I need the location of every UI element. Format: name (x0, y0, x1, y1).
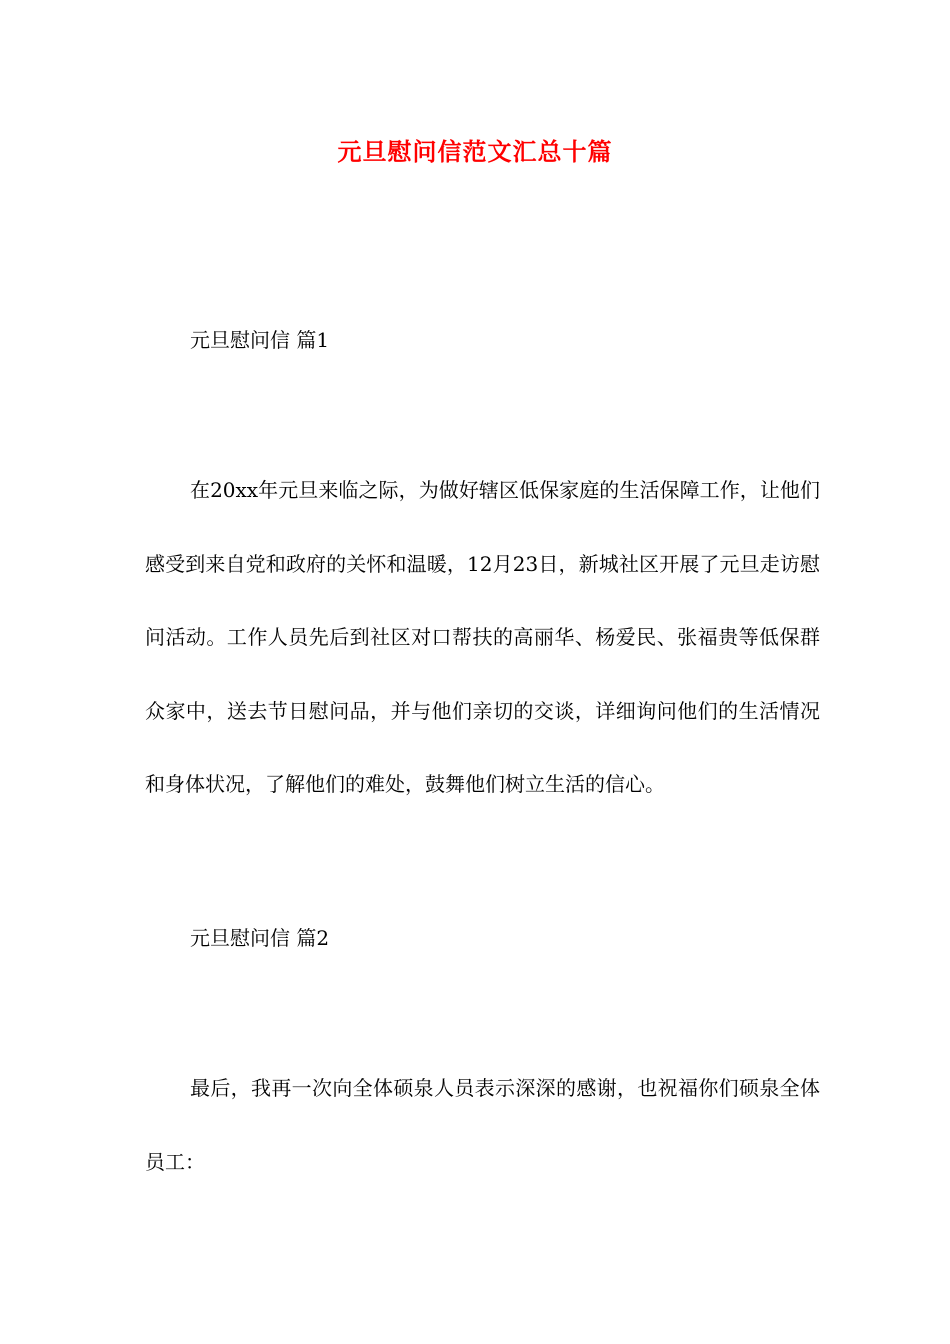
document-title: 元旦慰问信范文汇总十篇 (337, 137, 613, 166)
section-paragraph-1: 在20xx年元旦来临之际，为做好辖区低保家庭的生活保障工作，让他们感受到来自党和政府的关怀和温暖，12月23日，新城社区开展了元旦走访慰问活动。工作人员先后到社区对口帮扶的高丽华、杨爱民、张福贵等低保群众家中，送去节日慰问品，并与他们亲切的交谈，详细询问他们的生活情况和身体状况，了解他们的难处，鼓舞他们树立生活的信心。 (145, 478, 820, 796)
section-heading-2: 元旦慰问信 篇2 (190, 926, 330, 950)
section-paragraph-2: 最后，我再一次向全体硕泉人员表示深深的感谢，也祝福你们硕泉全体员工： (145, 1076, 820, 1174)
section-heading-1: 元旦慰问信 篇1 (190, 328, 330, 352)
